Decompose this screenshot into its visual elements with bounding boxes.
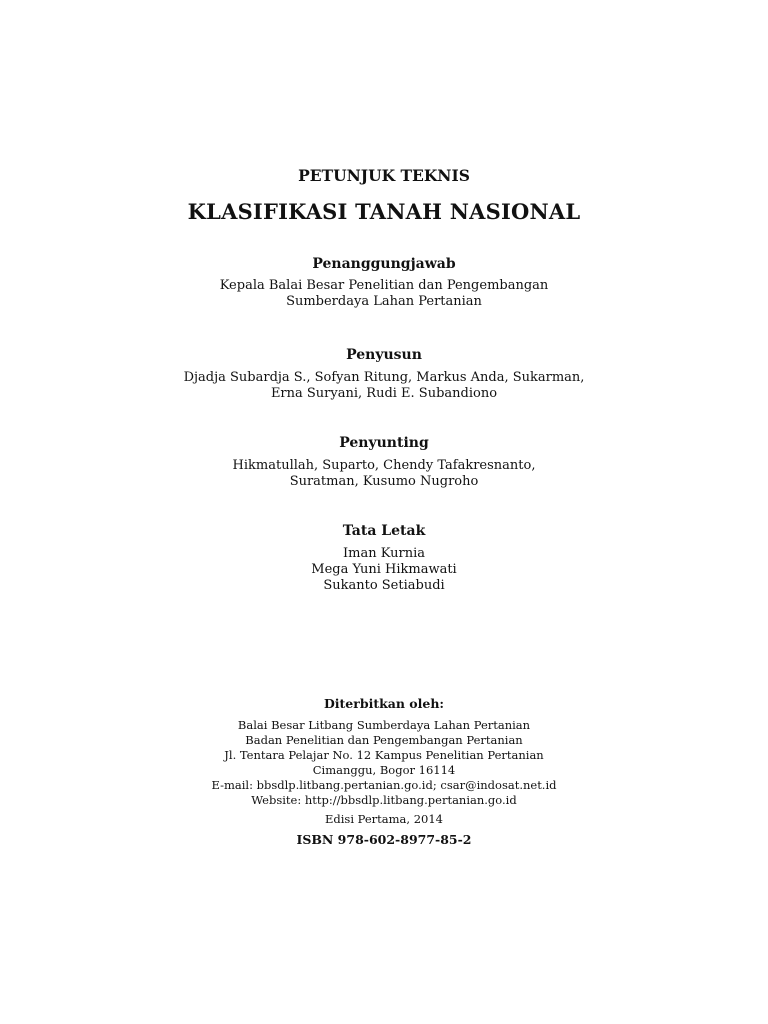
publisher-line: Jl. Tentara Pelajar No. 12 Kampus Penelitian Pertanian <box>224 748 544 762</box>
publisher-email: E-mail: bbsdlp.litbang.pertanian.go.id; csar@indosat.net.id <box>211 778 557 792</box>
penyusun-heading: Penyusun <box>346 347 422 363</box>
penanggungjawab-text <box>0 278 768 310</box>
penanggungjawab-line: Kepala Balai Besar Penelitian dan Pengembangan <box>219 278 549 293</box>
publisher-line: Cimanggu, Bogor 16114 <box>312 763 456 777</box>
document-title: KLASIFIKASI TANAH NASIONAL <box>187 199 581 224</box>
tata-letak-text <box>0 546 768 594</box>
penyunting-text <box>0 458 768 490</box>
penyunting-line: Hikmatullah, Suparto, Chendy Tafakresnanto, <box>232 458 536 473</box>
edition-text: Edisi Pertama, 2014 <box>324 812 443 826</box>
tata-letak-line: Iman Kurnia <box>342 546 425 561</box>
publisher-line: Badan Penelitian dan Pengembangan Pertanian <box>245 733 523 747</box>
tata-letak-heading: Tata Letak <box>342 523 426 539</box>
document-supertitle: PETUNJUK TEKNIS <box>298 166 470 185</box>
publisher-heading: Diterbitkan oleh: <box>323 696 445 711</box>
penyunting-heading: Penyunting <box>339 435 429 451</box>
tata-letak-line: Mega Yuni Hikmawati <box>311 562 457 577</box>
penyunting-line: Suratman, Kusumo Nugroho <box>289 474 479 489</box>
publisher-line: Balai Besar Litbang Sumberdaya Lahan Pertanian <box>237 718 531 732</box>
penyusun-line: Djadja Subardja S., Sofyan Ritung, Markus Anda, Sukarman, <box>183 370 585 385</box>
penyusun-line: Erna Suryani, Rudi E. Subandiono <box>270 386 498 401</box>
penanggungjawab-heading: Penanggungjawab <box>312 256 456 272</box>
publisher-text <box>0 718 768 808</box>
publisher-website: Website: http://bbsdlp.litbang.pertanian.go.id <box>251 793 517 807</box>
penyusun-text <box>0 370 768 402</box>
isbn-text: ISBN 978-602-8977-85-2 <box>296 832 472 847</box>
penanggungjawab-line: Sumberdaya Lahan Pertanian <box>286 294 482 309</box>
tata-letak-line: Sukanto Setiabudi <box>323 578 445 593</box>
